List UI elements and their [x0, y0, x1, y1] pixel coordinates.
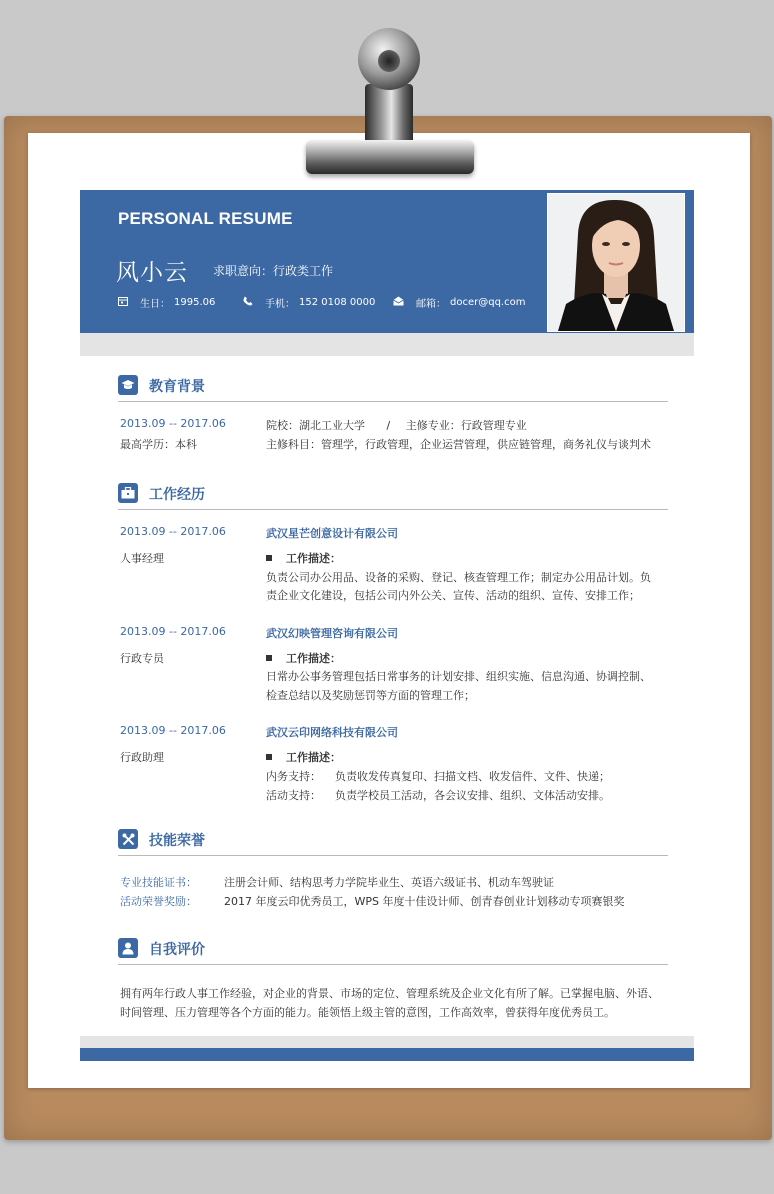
email-info [393, 295, 525, 310]
cert-label: 专业技能证书： [120, 876, 197, 889]
self-section-header [118, 938, 668, 965]
header-strip [80, 333, 694, 356]
phone-info [243, 295, 375, 310]
job-3-role: 行政助理 [120, 751, 164, 764]
phone-value: 152 0108 0000 [299, 297, 376, 308]
self-line-2: 时间管理、压力管理等各个方面的能力。能领悟上级主管的意图，工作高效率，曾获得年度优秀员工。 [120, 1006, 615, 1019]
education-section-header [118, 375, 668, 402]
clip-neck [365, 84, 413, 142]
job-intent: 求职意向：行政类工作 [213, 264, 334, 278]
job-3-line-2: 活动支持： 负责学校员工活动，各会议安排、组织、文体活动安排。 [266, 789, 610, 802]
job-3-line-1: 内务支持： 负责收发传真复印、扫描文档、收发信件、文件、快递； [266, 770, 610, 783]
phone-icon [243, 296, 253, 309]
job-2-company: 武汉幻映管理咨询有限公司 [266, 627, 398, 640]
education-major: 主修专业：行政管理专业 [405, 419, 527, 432]
job-1-line-1: 负责公司办公用品、设备的采购、登记、核查管理工作；制定办公用品计划。负 [266, 571, 651, 584]
calendar-icon [118, 296, 128, 309]
birthday-info [118, 295, 215, 310]
job-2-desc-label: 工作描述： [286, 652, 341, 665]
person-icon [118, 938, 138, 958]
education-school-row [266, 417, 527, 433]
job-2-role: 行政专员 [120, 652, 164, 665]
resume-header [80, 190, 694, 333]
self-line-1: 拥有两年行政人事工作经验，对企业的背景、市场的定位、管理系统及企业文化有所了解。已掌握电脑、外语、 [120, 987, 659, 1000]
award-label: 活动荣誉奖励： [120, 895, 197, 908]
award-value: 2017 年度云印优秀员工，WPS 年度十佳设计师、创青春创业计划移动专项赛银奖 [224, 895, 625, 908]
job-1-role: 人事经理 [120, 552, 164, 565]
candidate-name: 风小云 [116, 260, 188, 286]
mail-icon [393, 296, 404, 309]
job-3-company: 武汉云印网络科技有限公司 [266, 726, 398, 739]
education-title: 教育背景 [149, 379, 205, 395]
job-3-date: 2013.09 -- 2017.06 [120, 724, 226, 737]
resume-title: PERSONAL RESUME [118, 209, 293, 228]
birthday-value: 1995.06 [174, 297, 216, 308]
binder-clip [306, 140, 474, 174]
job-2-date: 2013.09 -- 2017.06 [120, 625, 226, 638]
education-courses: 主修科目：管理学，行政管理，企业运营管理，供应链管理，商务礼仪与谈判术 [266, 438, 651, 451]
footer-strip [80, 1036, 694, 1048]
tools-icon [118, 829, 138, 849]
email-value: docer@qq.com [450, 297, 526, 308]
graduation-cap-icon [118, 375, 138, 395]
job-3-desc-label: 工作描述： [286, 751, 341, 764]
job-2-desc-label-row [266, 650, 341, 666]
job-3-desc-label-row [266, 749, 341, 765]
education-school: 院校：湖北工业大学 [266, 419, 365, 432]
job-1-date: 2013.09 -- 2017.06 [120, 525, 226, 538]
email-label: 邮箱： [416, 299, 446, 310]
footer-bar [80, 1048, 694, 1061]
education-degree: 最高学历：本科 [120, 438, 197, 451]
briefcase-icon [118, 483, 138, 503]
skills-title: 技能荣誉 [149, 833, 205, 849]
job-2-line-1: 日常办公事务管理包括日常事务的计划安排、组织实施、信息沟通、协调控制、 [266, 670, 651, 683]
education-date: 2013.09 -- 2017.06 [120, 417, 226, 430]
job-1-line-2: 责企业文化建设，包括公司内外公关、宣传、活动的组织、宣传、安排工作； [266, 589, 640, 602]
education-separator: / [386, 419, 391, 432]
bullet-icon [266, 555, 272, 561]
birthday-label: 生日： [140, 299, 170, 310]
skills-section-header [118, 829, 668, 856]
clip-hole [378, 50, 400, 72]
phone-label: 手机： [265, 299, 295, 310]
job-1-desc-label-row [266, 550, 341, 566]
cert-value: 注册会计师、结构思考力学院毕业生、英语六级证书、机动车驾驶证 [224, 876, 554, 889]
bullet-icon [266, 655, 272, 661]
profile-photo [547, 193, 685, 332]
work-title: 工作经历 [149, 487, 205, 503]
bullet-icon [266, 754, 272, 760]
job-1-company: 武汉星芒创意设计有限公司 [266, 527, 398, 540]
work-section-header [118, 483, 668, 510]
job-1-desc-label: 工作描述： [286, 552, 341, 565]
self-title: 自我评价 [149, 942, 205, 958]
job-2-line-2: 检查总结以及奖励惩罚等方面的管理工作； [266, 689, 475, 702]
